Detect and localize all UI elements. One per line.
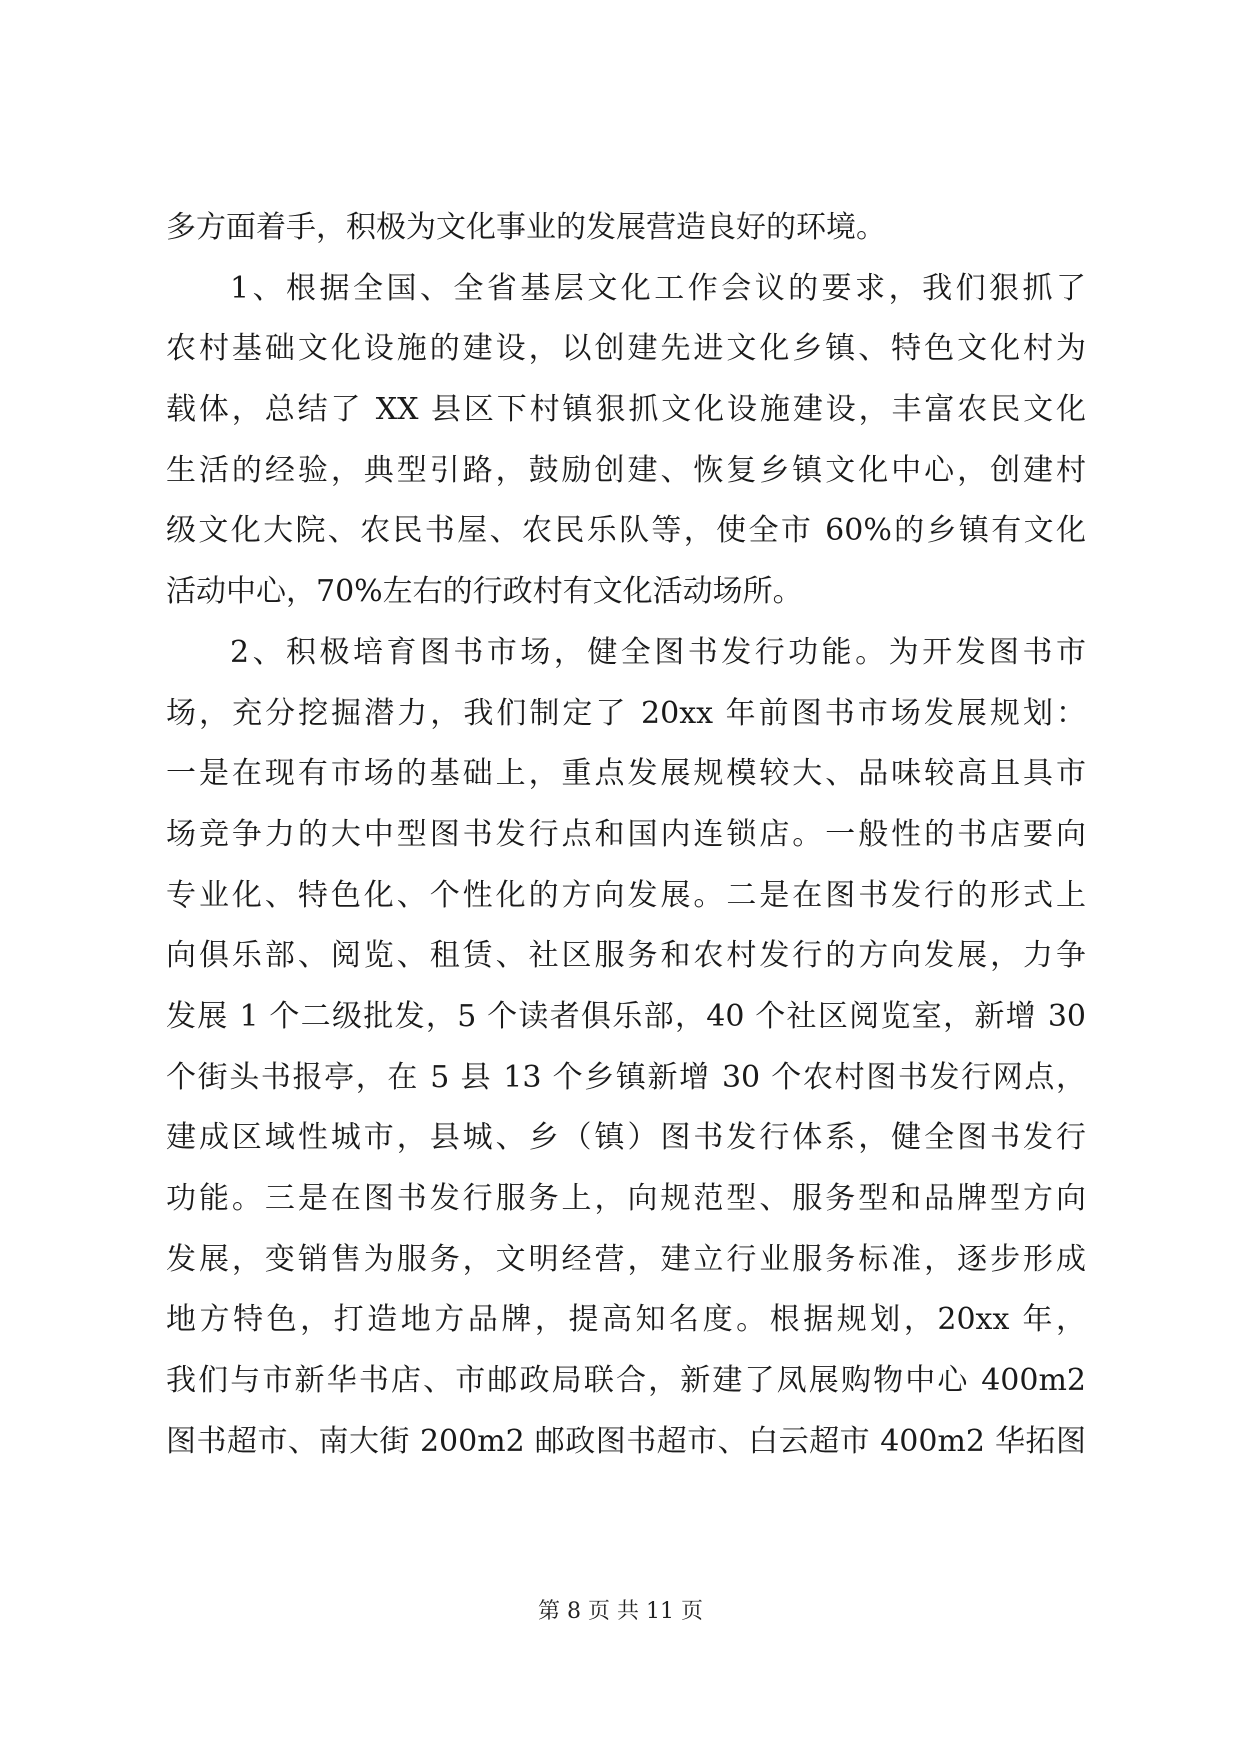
text-line: 场竞争力的大中型图书发行点和国内连锁店。一般性的书店要向 bbox=[166, 816, 1086, 852]
text-line: 场，充分挖掘潜力，我们制定了 20xx 年前图书市场发展规划： bbox=[166, 695, 1086, 731]
text-line: 我们与市新华书店、市邮政局联合，新建了凤展购物中心 400m2 bbox=[166, 1363, 1086, 1399]
text-line: 活动中心，70%左右的行政村有文化活动场所。 bbox=[166, 574, 803, 610]
text-line: 个街头书报亭，在 5 县 13 个乡镇新增 30 个农村图书发行网点， bbox=[166, 1059, 1086, 1095]
text-line: 2、积极培育图书市场，健全图书发行功能。为开发图书市 bbox=[230, 634, 1086, 670]
text-line: 生活的经验，典型引路，鼓励创建、恢复乡镇文化中心，创建村 bbox=[166, 452, 1086, 488]
text-line: 专业化、特色化、个性化的方向发展。二是在图书发行的形式上 bbox=[166, 877, 1086, 913]
text-line: 地方特色，打造地方品牌，提高知名度。根据规划，20xx 年， bbox=[166, 1302, 1086, 1338]
text-line: 图书超市、南大街 200m2 邮政图书超市、白云超市 400m2 华拓图 bbox=[166, 1423, 1086, 1459]
text-line: 发展，变销售为服务，文明经营，建立行业服务标准，逐步形成 bbox=[166, 1241, 1086, 1277]
text-line: 农村基础文化设施的建设，以创建先进文化乡镇、特色文化村为 bbox=[166, 331, 1086, 367]
text-line: 发展 1 个二级批发，5 个读者俱乐部，40 个社区阅览室，新增 30 bbox=[166, 998, 1086, 1034]
body-text bbox=[166, 198, 1086, 1472]
text-line: 功能。三是在图书发行服务上，向规范型、服务型和品牌型方向 bbox=[166, 1181, 1086, 1216]
text-line: 1、根据全国、全省基层文化工作会议的要求，我们狠抓了 bbox=[230, 270, 1086, 306]
text-line: 多方面着手，积极为文化事业的发展营造良好的环境。 bbox=[166, 210, 886, 245]
text-line: 级文化大院、农民书屋、农民乐队等，使全市 60%的乡镇有文化 bbox=[166, 513, 1086, 549]
text-line: 向俱乐部、阅览、租赁、社区服务和农村发行的方向发展，力争 bbox=[166, 938, 1086, 974]
text-line: 建成区域性城市，县城、乡（镇）图书发行体系，健全图书发行 bbox=[166, 1120, 1086, 1156]
text-line: 载体，总结了 XX 县区下村镇狠抓文化设施建设，丰富农民文化 bbox=[166, 392, 1086, 428]
text-line: 一是在现有市场的基础上，重点发展规模较大、品味较高且具市 bbox=[166, 756, 1086, 792]
page-footer: 第 8 页 共 11 页 bbox=[538, 1599, 703, 1624]
